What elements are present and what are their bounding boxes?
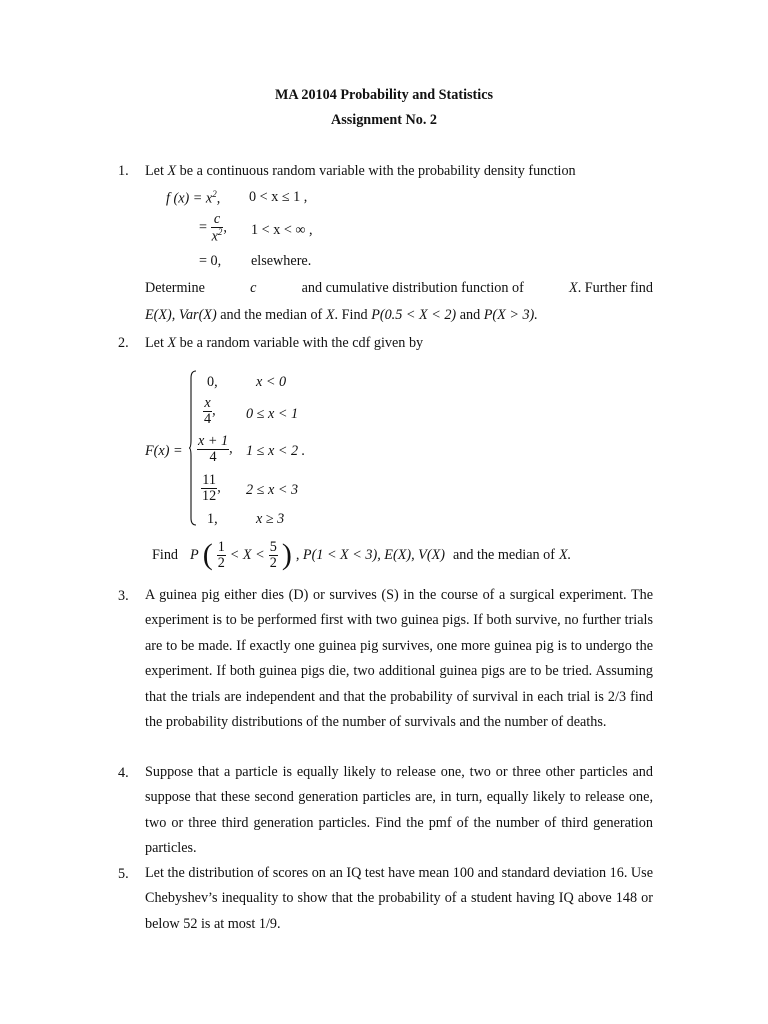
- q4-text: Suppose that a particle is equally likely to release one, two or three other particles and suppose that these second generation particles are, in turn, equally likely to release one, two or three third generation particles. Find the pmf of the number of third generation particles.: [145, 764, 653, 857]
- course-title: MA 20104 Probability and Statistics: [274, 87, 494, 103]
- q2-case2-cond: 0 ≤ x < 1: [246, 406, 299, 422]
- q2-case4-cond: 2 ≤ x < 3: [246, 482, 299, 498]
- q2-case1-cond: x < 0: [256, 374, 287, 390]
- q1-pdf-line3-val: = 0,: [199, 253, 222, 269]
- c-over-x2-fraction: $\frac{c}{x^2}$: [211, 211, 223, 245]
- q1-pdf-line3-cond: elsewhere.: [251, 253, 312, 269]
- q2-case5-cond: x ≥ 3: [256, 511, 285, 527]
- q2-case5-val: 1,: [207, 511, 218, 527]
- q2-case1-val: 0,: [207, 374, 218, 390]
- q2-case4-expr: $\frac{11}{12}$ ,: [202, 472, 221, 504]
- q1-number: 1.: [118, 163, 129, 179]
- q2-case3-expr: $\frac{x + 1}{4}$ ,: [198, 433, 233, 465]
- q5-number: 5.: [118, 866, 129, 882]
- q2-intro: Let X be a random variable with the cdf given by: [145, 335, 424, 351]
- left-brace: [189, 370, 197, 526]
- q1-determine-line: Determine c and cumulative distribution function of X. Further find: [145, 280, 653, 296]
- q2-cdf-lhs: F(x) =: [145, 443, 183, 459]
- q4-number: 4.: [118, 765, 129, 781]
- q3-text: A guinea pig either dies (D) or survives (S) in the course of a surgical experiment. The experiment is to be performed first with two guinea pigs. If both survive, no further trials are to be made. If exactly one guinea pig survives, one more guinea pig is to undergo the experiment. If both guinea pigs die, two additional guinea pigs are to be tried. Assuming that the trials are independent and that the probability of survival in each trial is 2/3 find the probability distributions of the number of survivals and the number of deaths.: [145, 587, 653, 731]
- q1-pdf-line2-cond: 1 < x < ∞ ,: [251, 222, 313, 238]
- q1-pdf-line2-expr: = $\frac{c}{x^2}$ ,: [199, 211, 227, 245]
- q2-find-line: Find P ( $\frac{1}{2}$ < X < $\frac{5}{2}$ ) , P(1 < X < 3), E(X), V(X) and the median of X.: [152, 538, 572, 572]
- assignment-title: Assignment No. 2: [330, 112, 438, 128]
- q5-text: Let the distribution of scores on an IQ test have mean 100 and standard deviation 16. Use Chebyshev’s inequality to show that the probability of a student having IQ above 148 or below 52 is at most 1/9.: [145, 865, 653, 932]
- q1-pdf-line1-lhs: f $(x) = x^2$,: [166, 189, 221, 207]
- q2-case2-expr: $\frac{x}{4}$ ,: [204, 395, 216, 427]
- q2-number: 2.: [118, 335, 129, 351]
- q3-number: 3.: [118, 588, 129, 604]
- q1-pdf-line1-cond: 0 < x ≤ 1 ,: [249, 189, 308, 205]
- q1-intro: Let X be a continuous random variable with the probability density function: [145, 163, 576, 179]
- q1-find-line: E(X), Var(X) and the median of X. Find P(0.5 < X < 2) and P(X > 3).: [145, 307, 538, 323]
- q2-case3-cond: 1 ≤ x < 2 .: [246, 443, 306, 459]
